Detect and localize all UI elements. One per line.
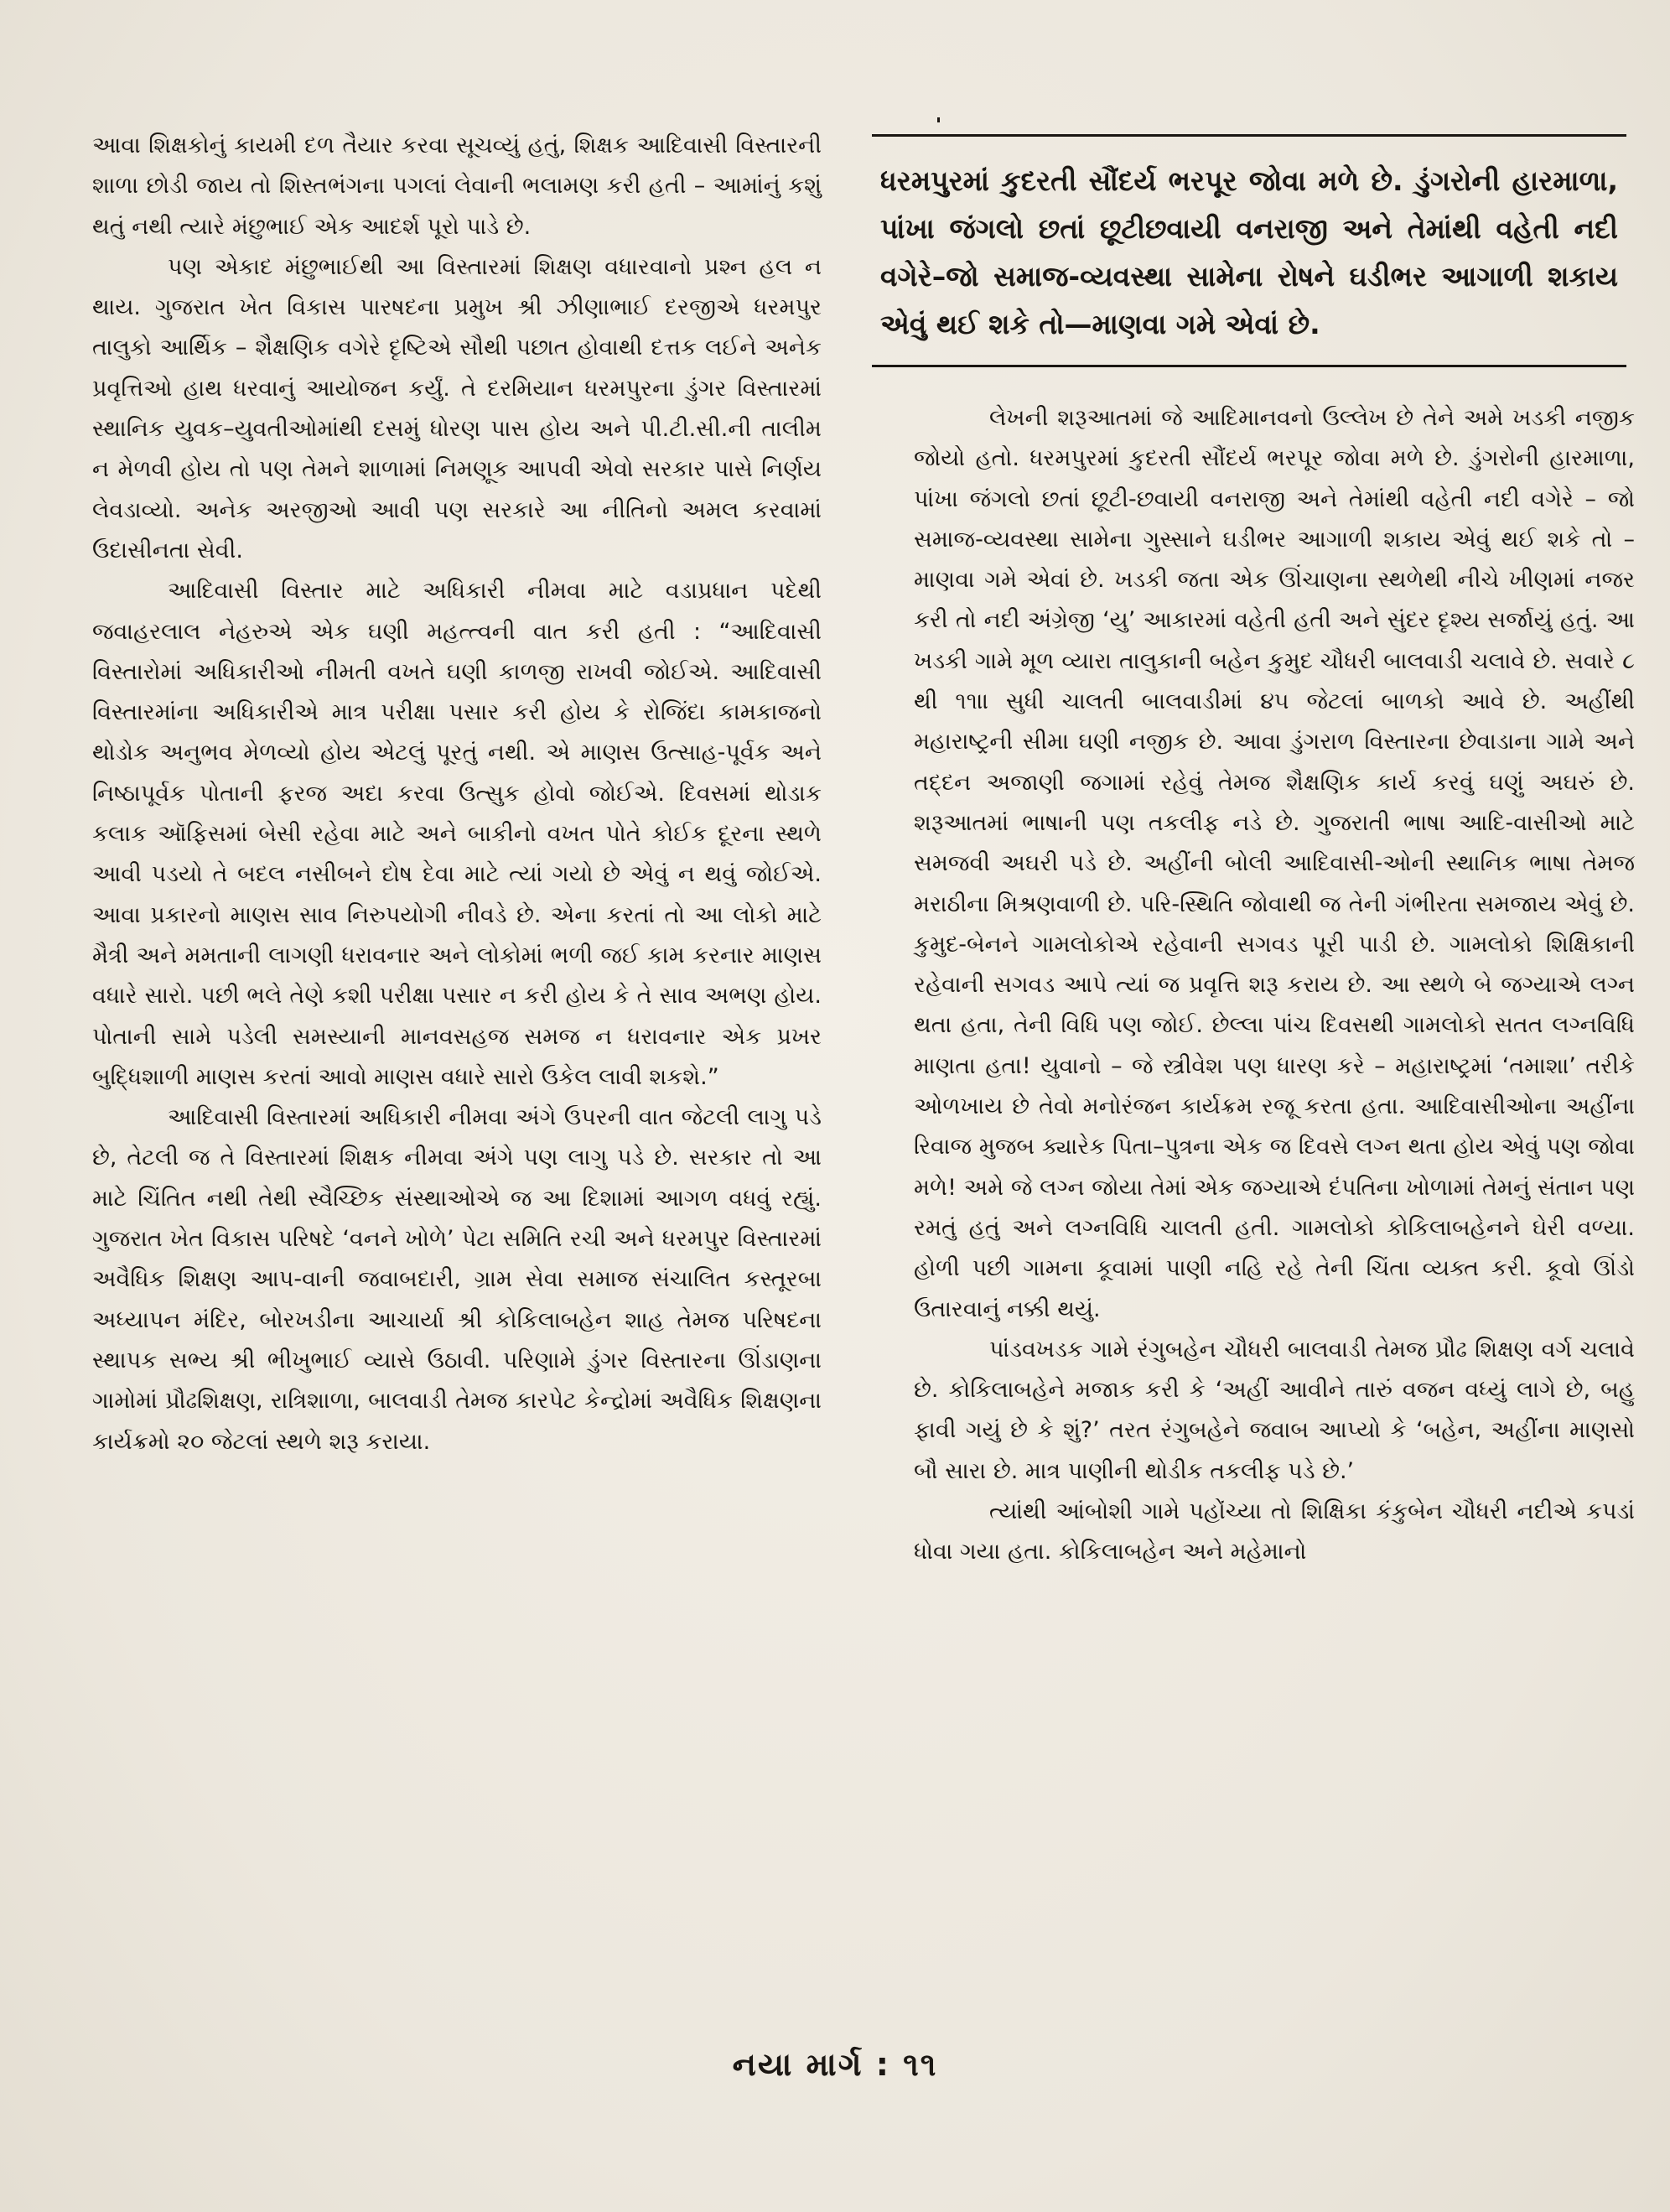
left-paragraph-3: આદિવાસી વિસ્તાર માટે અધિકારી નીમવા માટે વડાપ્રધાન પદેથી જવાહરલાલ નેહરુએ એક ઘણી મહત્ત્વની વાત કરી હતી : “આદિવાસી વિસ્તારોમાં અધિકારીઓ નીમતી વખતે ઘણી કાળજી રાખવી જોઈએ. આદિવાસી વિસ્તારમાંના અધિકારીએ માત્ર પરીક્ષા પસાર કરી હોય કે રોજિંદા કામકાજનો થોડોક અનુભવ મેળવ્યો હોય એટલું પૂરતું નથી. એ માણસ ઉત્સાહ-પૂર્વક અને નિષ્ઠાપૂર્વક પોતાની ફરજ અદા કરવા ઉત્સુક હોવો જોઈએ. દિવસમાં થોડાક કલાક ઑફિસમાં બેસી રહેવા માટે અને બાકીનો વખત પોતે કોઈક દૂરના સ્થળે આવી પડયો તે બદલ નસીબને દોષ દેવા માટે ત્યાં ગયો છે એવું ન થવું જોઈએ. આવા પ્રકારનો માણસ સાવ નિરુપયોગી નીવડે છે. એના કરતાં તો આ લોકો માટે મૈત્રી અને મમતાની લાગણી ધરાવનાર અને લોકોમાં ભળી જઈ કામ કરનાર માણસ વધારે સારો. પછી ભલે તેણે કશી પરીક્ષા પસાર ન કરી હોય કે તે સાવ અભણ હોય. પોતાની સામે પડેલી સમસ્યાની માનવસહજ સમજ ન ધરાવનાર એક પ્રખર બુદ્ધિશાળી માણસ કરતાં આવો માણસ વધારે સારો ઉકેલ લાવી શકશે.” — [92, 578, 822, 1090]
left-paragraph-4: આદિવાસી વિસ્તારમાં અધિકારી નીમવા અંગે ઉપરની વાત જેટલી લાગુ પડે છે, તેટલી જ તે વિસ્તારમાં શિક્ષક નીમવા અંગે પણ લાગુ પડે છે. સરકાર તો આ માટે ચિંતિત નથી તેથી સ્વૈચ્છિક સંસ્થાઓએ જ આ દિશામાં આગળ વધવું રહ્યું. ગુજરાત ખેત વિકાસ પરિષદે ‘વનને ખોળે’ પેટા સમિતિ રચી અને ધરમપુર વિસ્તારમાં અવૈધિક શિક્ષણ આપ-વાની જવાબદારી, ગ્રામ સેવા સમાજ સંચાલિત કસ્તૂરબા અધ્યાપન મંદિર, બોરખડીના આચાર્યા શ્રી કોકિલાબહેન શાહ તેમજ પરિષદના સ્થાપક સભ્ય શ્રી ભીખુભાઈ વ્યાસે ઉઠાવી. પરિણામે ડુંગર વિસ્તારના ઊંડાણના ગામોમાં પ્રૌઢશિક્ષણ, રાત્રિશાળા, બાલવાડી તેમજ કારપેટ કેન્દ્રોમાં અવૈધિક શિક્ષણના કાર્યક્રમો ૨૦ જેટલાં સ્થળે શરૂ કરાયા. — [92, 1104, 822, 1455]
left-paragraph-2: પણ એકાદ મંછુભાઈથી આ વિસ્તારમાં શિક્ષણ વધારવાનો પ્રશ્ન હલ ન થાય. ગુજરાત ખેત વિકાસ પારષદના પ્રમુખ શ્રી ઝીણાભાઈ દરજીએ ધરમપુર તાલુકો આર્થિક – શૈક્ષણિક વગેરે દૃષ્ટિએ સૌથી પછાત હોવાથી દત્તક લઈને અનેક પ્રવૃત્તિઓ હાથ ધરવાનું આયોજન કર્યું. તે દરમિયાન ધરમપુરના ડુંગર વિસ્તારમાં સ્થાનિક યુવક–યુવતીઓમાંથી દસમું ધોરણ પાસ હોય અને પી.ટી.સી.ની તાલીમ ન મેળવી હોય તો પણ તેમને શાળામાં નિમણૂક આપવી એવો સરકાર પાસે નિર્ણય લેવડાવ્યો. અનેક અરજીઓ આવી પણ સરકારે આ નીતિનો અમલ કરવામાં ઉદાસીનતા સેવી. — [92, 253, 822, 563]
left-paragraph-1: આવા શિક્ષકોનું કાયમી દળ તૈયાર કરવા સૂચવ્યું હતું, શિક્ષક આદિવાસી વિસ્તારની શાળા છોડી જાય તો શિસ્તભંગના પગલાં લેવાની ભલામણ કરી હતી – આમાંનું કશું થતું નથી ત્યારે મંછુભાઈ એક આદર્શ પૂરો પાડે છે. — [92, 132, 822, 240]
page-footer: નયા માર્ગ : ૧૧ — [732, 2046, 938, 2083]
pull-quote-box — [872, 134, 1626, 367]
left-column — [92, 126, 822, 1462]
right-paragraph-1: લેખની શરૂઆતમાં જે આદિમાનવનો ઉલ્લેખ છે તેને અમે ખડકી નજીક જોયો હતો. ધરમપુરમાં કુદરતી સૌંદર્ય ભરપૂર જોવા મળે છે. ડુંગરોની હારમાળા, પાંખા જંગલો છતાં છૂટી-છવાયી વનરાજી અને તેમાંથી વહેતી નદી વગેરે – જો સમાજ-વ્યવસ્થા સામેના ગુસ્સાને ઘડીભર આગાળી શકાય એવું થઈ શકે તો – માણવા ગમે એવાં છે. ખડકી જતા એક ઊંચાણના સ્થળેથી નીચે ખીણમાં નજર કરી તો નદી અંગ્રેજી ‘યુ’ આકારમાં વહેતી હતી અને સુંદર દૃશ્ય સર્જાયું હતું. આ ખડકી ગામે મૂળ વ્યારા તાલુકાની બહેન કુમુદ ચૌધરી બાલવાડી ચલાવે છે. સવારે ૮ થી ૧૧ાા સુધી ચાલતી બાલવાડીમાં ૪૫ જેટલાં બાળકો આવે છે. અહીંથી મહારાષ્ટ્રની સીમા ઘણી નજીક છે. આવા ડુંગરાળ વિસ્તારના છેવાડાના ગામે અને તદ્દન અજાણી જગામાં રહેવું તેમજ શૈક્ષણિક કાર્ય કરવું ઘણું અઘરું છે. શરૂઆતમાં ભાષાની પણ તકલીફ નડે છે. ગુજરાતી ભાષા આદિ-વાસીઓ માટે સમજવી અઘરી પડે છે. અહીંની બોલી આદિવાસી-ઓની સ્થાનિક ભાષા તેમજ મરાઠીના મિશ્રણવાળી છે. પરિ-સ્થિતિ જોવાથી જ તેની ગંભીરતા સમજાય એવું છે. કુમુદ-બેનને ગામલોકોએ રહેવાની સગવડ પૂરી પાડી છે. ગામલોકો શિક્ષિકાની રહેવાની સગવડ આપે ત્યાં જ પ્રવૃત્તિ શરૂ કરાય છે. આ સ્થળે બે જગ્યાએ લગ્ન થતા હતા, તેની વિધિ પણ જોઈ. છેલ્લા પાંચ દિવસથી ગામલોકો સતત લગ્નવિધિ માણતા હતા! યુવાનો – જે સ્ત્રીવેશ પણ ધારણ કરે – મહારાષ્ટ્રમાં ‘તમાશા’ તરીકે ઓળખાય છે તેવો મનોરંજન કાર્યક્રમ રજૂ કરતા હતા. આદિવાસીઓના અહીંના રિવાજ મુજબ ક્યારેક પિતા–પુત્રના એક જ દિવસે લગ્ન થતા હોય એવું પણ જોવા મળે! અમે જે લગ્ન જોયા તેમાં એક જગ્યાએ દંપતિના ખોળામાં તેમનું સંતાન પણ રમતું હતું અને લગ્નવિધિ ચાલતી હતી. ગામલોકો કોકિલાબહેનને ઘેરી વળ્યા. હોળી પછી ગામના કૂવામાં પાણી નહિ રહે તેની ચિંતા વ્યક્ત કરી. કૂવો ઊંડો ઉતારવાનું નક્કી થયું. — [914, 405, 1635, 1322]
right-column — [914, 398, 1635, 1573]
right-paragraph-2: પાંડવખડક ગામે રંગુબહેન ચૌધરી બાલવાડી તેમજ પ્રૌઢ શિક્ષણ વર્ગ ચલાવે છે. કોકિલાબહેને મજાક કરી કે ‘અહીં આવીને તારું વજન વધ્યું લાગે છે, બહુ ફાવી ગયું છે કે શું?’ તરત રંગુબહેને જવાબ આપ્યો કે ‘બહેન, અહીંના માણસો બૌ સારા છે. માત્ર પાણીની થોડીક તકલીફ પડે છે.’ — [914, 1336, 1635, 1484]
top-tick-mark — [937, 117, 940, 122]
pull-quote-text: ધરમપુરમાં કુદરતી સૌંદર્ય ભરપૂર જોવા મળે છે. ડુંગરોની હારમાળા, પાંખા જંગલો છતાં છૂટીછવાયી વનરાજી અને તેમાંથી વહેતી નદી વગેરે–જો સમાજ-વ્યવસ્થા સામેના રોષને ઘડીભર આગાળી શકાય એવું થઈ શકે તો—માણવા ગમે એવાં છે. — [880, 164, 1618, 340]
right-paragraph-3: ત્યાંથી આંબોશી ગામે પહોંચ્યા તો શિક્ષિકા કંકુબેન ચૌધરી નદીએ કપડાં ધોવા ગયા હતા. કોકિલાબહેન અને મહેમાનો — [914, 1498, 1635, 1566]
